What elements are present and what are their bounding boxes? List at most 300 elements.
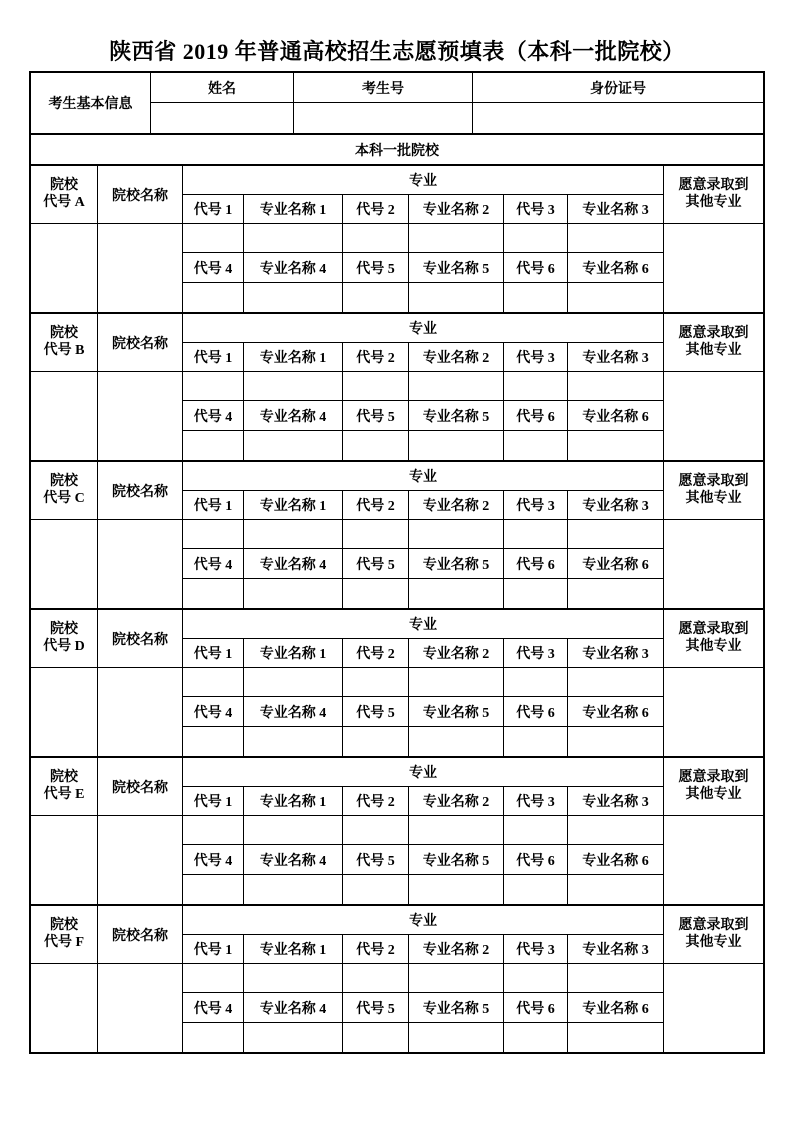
major-code-label-5-text: 代号 5 [356,1001,395,1017]
major-code-label-2-text: 代号 2 [356,499,395,514]
major-code-label-4-text: 代号 4 [193,853,233,869]
other-major-label-text: 愿意录取到 [678,621,749,637]
major-code-input-3[interactable] [504,224,567,252]
major-code-input-3[interactable] [504,816,567,844]
college-code-label-text: 院校 [50,917,78,933]
college-code-label-text: 代号 D [43,638,85,654]
major-name-input-2[interactable] [409,520,503,548]
major-name-label-6 [568,993,663,1022]
major-code-input-1[interactable] [183,224,243,252]
major-name-label-6-text: 专业名称 6 [582,705,649,721]
candidate-info-table [31,73,763,133]
major-name-input-2[interactable] [409,964,503,992]
college-code-label-text: 院校 [50,325,78,341]
college-code-label [31,610,97,667]
college-name-input[interactable] [98,224,182,312]
major-code-input-5[interactable] [343,1023,408,1052]
major-name-label-2-text: 专业名称 2 [422,499,490,514]
major-name-label-6 [568,697,663,726]
major-name-input-5[interactable] [409,1023,503,1052]
major-code-input-1[interactable] [183,816,243,844]
major-code-input-6[interactable] [504,579,567,608]
college-code-input[interactable] [31,520,97,608]
major-section-label [183,462,663,490]
college-code-input[interactable] [31,964,97,1052]
major-name-label-5-text: 专业名称 5 [422,261,490,277]
major-name-input-1[interactable] [244,668,342,696]
major-name-label-4 [244,549,342,578]
major-code-label-6-text: 代号 6 [516,261,555,277]
college-code-label-text: 代号 A [43,194,85,210]
other-major-input[interactable] [664,816,763,904]
college-name-label [98,906,182,963]
major-name-label-5-text: 专业名称 5 [422,557,490,573]
major-name-label-6 [568,549,663,578]
major-code-label-6-text: 代号 6 [516,853,555,869]
major-name-label-5 [409,993,503,1022]
other-major-label-text: 愿意录取到 [678,769,749,785]
college-name-input[interactable] [98,964,182,1052]
major-name-input-1[interactable] [244,816,342,844]
major-name-input-5[interactable] [409,283,503,312]
major-code-input-4[interactable] [183,579,243,608]
name-input-cell[interactable] [151,103,293,133]
major-code-input-6[interactable] [504,283,567,312]
major-name-label-1-text: 专业名称 1 [259,499,327,514]
college-block-d [31,608,763,756]
college-code-input[interactable] [31,224,97,312]
major-code-input-1[interactable] [183,520,243,548]
major-code-label-5-text: 代号 5 [356,261,395,277]
major-name-input-3[interactable] [568,224,663,252]
major-code-input-4[interactable] [183,1023,243,1052]
major-code-label-2-text: 代号 2 [356,351,395,366]
major-code-input-2[interactable] [343,668,408,696]
major-name-label-6 [568,253,663,282]
major-name-input-6[interactable] [568,1023,663,1052]
major-code-label-5-text: 代号 5 [356,557,395,573]
other-major-label-text: 其他专业 [685,786,742,802]
other-major-label-text: 其他专业 [685,934,742,950]
college-name-input[interactable] [98,372,182,460]
major-name-input-4[interactable] [244,431,342,460]
major-code-label-2 [343,195,408,223]
major-code-input-6[interactable] [504,875,567,904]
major-code-label-3 [504,343,567,371]
major-name-label-1 [244,491,342,519]
major-code-label-6-text: 代号 6 [516,1001,555,1017]
major-code-label-2 [343,491,408,519]
major-code-label-6 [504,993,567,1022]
candidate-number-label: 考生号 [294,73,472,102]
major-name-label-1 [244,343,342,371]
major-name-label-3 [568,935,663,963]
major-name-label-3-text: 专业名称 3 [582,943,649,958]
major-code-label-6 [504,845,567,874]
major-name-input-3[interactable] [568,668,663,696]
college-name-label-text: 院校名称 [112,336,168,352]
other-major-input[interactable] [664,964,763,1052]
major-name-label-6 [568,401,663,430]
other-major-label-text: 其他专业 [685,490,742,506]
other-major-input[interactable] [664,372,763,460]
major-name-input-2[interactable] [409,372,503,400]
major-code-input-4[interactable] [183,875,243,904]
major-name-input-6[interactable] [568,431,663,460]
major-code-label-4 [183,845,243,874]
major-code-input-3[interactable] [504,372,567,400]
major-name-input-6[interactable] [568,579,663,608]
major-code-label-6 [504,549,567,578]
major-code-label-4-text: 代号 4 [193,409,233,425]
major-code-label-4-text: 代号 4 [193,261,233,277]
major-code-label-3-text: 代号 3 [516,203,555,218]
major-code-label-2 [343,935,408,963]
college-code-label-text: 代号 E [43,786,85,802]
major-section-label-text: 专业 [409,470,437,485]
major-name-label-2 [409,195,503,223]
major-code-label-3-text: 代号 3 [516,351,555,366]
major-code-label-1-text: 代号 1 [193,943,233,958]
major-name-label-4 [244,697,342,726]
other-major-label-text: 愿意录取到 [678,177,749,193]
college-name-label [98,314,182,371]
major-name-label-1 [244,935,342,963]
major-name-label-5 [409,845,503,874]
major-code-input-2[interactable] [343,964,408,992]
major-name-input-4[interactable] [244,727,342,756]
major-name-label-3 [568,787,663,815]
major-name-label-2 [409,935,503,963]
college-name-label [98,758,182,815]
other-major-label-text: 其他专业 [685,194,742,210]
other-major-label-text: 愿意录取到 [678,473,749,489]
major-name-input-4[interactable] [244,875,342,904]
major-code-input-1[interactable] [183,964,243,992]
major-code-label-3 [504,491,567,519]
major-code-label-5 [343,845,408,874]
batch-header: 本科一批院校 [31,133,763,164]
major-code-input-1[interactable] [183,668,243,696]
major-section-label-text: 专业 [409,618,437,633]
major-code-label-2-text: 代号 2 [356,943,395,958]
major-name-label-5-text: 专业名称 5 [422,853,490,869]
major-code-label-1-text: 代号 1 [193,351,233,366]
major-code-input-5[interactable] [343,727,408,756]
college-name-label [98,610,182,667]
college-block-a [31,164,763,312]
other-major-label-text: 愿意录取到 [678,917,749,933]
major-name-label-4-text: 专业名称 4 [259,853,327,869]
major-name-input-1[interactable] [244,372,342,400]
college-name-label-text: 院校名称 [112,928,168,944]
college-code-label [31,462,97,519]
major-name-label-6-text: 专业名称 6 [582,1001,649,1017]
major-code-label-4-text: 代号 4 [193,557,233,573]
major-name-label-6-text: 专业名称 6 [582,853,649,869]
major-code-input-2[interactable] [343,224,408,252]
major-name-label-2 [409,639,503,667]
other-major-input[interactable] [664,668,763,756]
major-name-label-3-text: 专业名称 3 [582,499,649,514]
college-block-f [31,904,763,1052]
major-name-input-4[interactable] [244,1023,342,1052]
major-name-label-3-text: 专业名称 3 [582,203,649,218]
major-name-input-4[interactable] [244,579,342,608]
major-code-label-5-text: 代号 5 [356,853,395,869]
major-code-input-2[interactable] [343,520,408,548]
major-code-label-2-text: 代号 2 [356,203,395,218]
major-name-input-6[interactable] [568,875,663,904]
major-code-label-4 [183,993,243,1022]
other-major-input[interactable] [664,224,763,312]
major-name-input-5[interactable] [409,431,503,460]
major-name-label-1-text: 专业名称 1 [259,351,327,366]
major-code-label-2-text: 代号 2 [356,795,395,810]
major-name-label-2-text: 专业名称 2 [422,647,490,662]
major-code-input-5[interactable] [343,431,408,460]
major-code-input-2[interactable] [343,372,408,400]
major-code-label-1 [183,787,243,815]
major-code-input-6[interactable] [504,431,567,460]
major-name-input-5[interactable] [409,727,503,756]
name-label: 姓名 [151,73,293,102]
major-code-label-1 [183,491,243,519]
major-name-input-2[interactable] [409,816,503,844]
major-name-label-4 [244,401,342,430]
major-code-label-6 [504,697,567,726]
other-major-label-text: 其他专业 [685,342,742,358]
major-code-label-1-text: 代号 1 [193,647,233,662]
major-name-label-1-text: 专业名称 1 [259,647,327,662]
major-name-label-6 [568,845,663,874]
major-code-input-3[interactable] [504,964,567,992]
id-number-input-cell[interactable] [473,103,763,133]
college-name-label-text: 院校名称 [112,632,168,648]
major-name-input-6[interactable] [568,727,663,756]
college-code-label-text: 院校 [50,621,78,637]
major-code-input-5[interactable] [343,875,408,904]
college-name-label [98,166,182,223]
major-code-label-4 [183,401,243,430]
major-name-label-4-text: 专业名称 4 [259,557,327,573]
major-code-label-3 [504,935,567,963]
candidate-number-input-cell[interactable] [294,103,472,133]
college-code-label-text: 院校 [50,473,78,489]
major-name-label-2 [409,787,503,815]
major-name-label-5-text: 专业名称 5 [422,1001,490,1017]
major-name-label-5-text: 专业名称 5 [422,409,490,425]
major-name-label-3-text: 专业名称 3 [582,795,649,810]
major-name-input-2[interactable] [409,224,503,252]
major-name-input-1[interactable] [244,520,342,548]
major-code-label-5 [343,697,408,726]
major-name-input-2[interactable] [409,668,503,696]
major-code-label-1 [183,639,243,667]
college-name-input[interactable] [98,520,182,608]
major-code-label-2 [343,639,408,667]
other-major-label [664,758,763,815]
major-name-label-3 [568,639,663,667]
major-code-label-3-text: 代号 3 [516,499,555,514]
major-code-label-4 [183,549,243,578]
major-code-label-5 [343,549,408,578]
major-code-label-5-text: 代号 5 [356,409,395,425]
major-code-label-5 [343,993,408,1022]
major-name-label-1-text: 专业名称 1 [259,203,327,218]
major-code-input-5[interactable] [343,579,408,608]
major-name-label-6-text: 专业名称 6 [582,557,649,573]
major-name-input-6[interactable] [568,283,663,312]
candidate-info-label: 考生基本信息 [31,73,150,133]
major-code-label-6-text: 代号 6 [516,409,555,425]
college-code-label-text: 院校 [50,769,78,785]
other-major-label [664,462,763,519]
other-major-label [664,166,763,223]
college-block-b [31,312,763,460]
major-code-label-1 [183,195,243,223]
major-code-input-6[interactable] [504,1023,567,1052]
major-code-input-2[interactable] [343,816,408,844]
other-major-label [664,314,763,371]
major-name-label-3 [568,491,663,519]
major-code-label-2 [343,787,408,815]
major-code-label-3-text: 代号 3 [516,795,555,810]
college-code-label-text: 院校 [50,177,78,193]
major-name-label-5-text: 专业名称 5 [422,705,490,721]
college-code-input[interactable] [31,372,97,460]
major-name-label-2 [409,343,503,371]
major-section-label [183,906,663,934]
major-code-input-4[interactable] [183,431,243,460]
major-code-label-6-text: 代号 6 [516,557,555,573]
major-name-label-6-text: 专业名称 6 [582,409,649,425]
major-code-label-2-text: 代号 2 [356,647,395,662]
major-code-label-1-text: 代号 1 [193,795,233,810]
college-name-input[interactable] [98,668,182,756]
major-name-label-1 [244,195,342,223]
major-name-label-4-text: 专业名称 4 [259,705,327,721]
major-code-label-1 [183,343,243,371]
major-code-input-6[interactable] [504,727,567,756]
major-section-label-text: 专业 [409,914,437,929]
college-code-label-text: 代号 F [43,934,85,950]
major-name-label-4-text: 专业名称 4 [259,409,327,425]
major-name-label-3 [568,195,663,223]
major-name-label-2-text: 专业名称 2 [422,351,490,366]
major-name-label-2-text: 专业名称 2 [422,203,490,218]
major-code-label-4-text: 代号 4 [193,705,233,721]
major-code-label-5-text: 代号 5 [356,705,395,721]
major-code-label-3 [504,787,567,815]
major-name-label-4 [244,993,342,1022]
form-table [29,71,765,1054]
major-code-input-5[interactable] [343,283,408,312]
major-name-label-4 [244,845,342,874]
major-code-label-6 [504,253,567,282]
major-code-label-5 [343,401,408,430]
college-name-label-text: 院校名称 [112,780,168,796]
major-name-label-4 [244,253,342,282]
college-name-input[interactable] [98,816,182,904]
major-name-label-6-text: 专业名称 6 [582,261,649,277]
college-code-label-text: 代号 C [43,490,85,506]
major-name-label-1 [244,787,342,815]
major-code-label-3-text: 代号 3 [516,943,555,958]
college-code-label [31,314,97,371]
major-name-input-3[interactable] [568,372,663,400]
major-name-label-4-text: 专业名称 4 [259,261,327,277]
major-code-input-4[interactable] [183,283,243,312]
major-name-input-1[interactable] [244,964,342,992]
major-name-label-5 [409,253,503,282]
id-number-label: 身份证号 [473,73,763,102]
major-name-label-3-text: 专业名称 3 [582,647,649,662]
major-name-label-5 [409,697,503,726]
major-name-label-2-text: 专业名称 2 [422,795,490,810]
college-name-label [98,462,182,519]
major-name-input-5[interactable] [409,579,503,608]
major-code-label-4 [183,253,243,282]
major-code-label-1-text: 代号 1 [193,499,233,514]
major-code-label-5 [343,253,408,282]
major-name-label-3-text: 专业名称 3 [582,351,649,366]
major-section-label [183,166,663,194]
major-section-label [183,758,663,786]
other-major-label [664,610,763,667]
major-name-input-3[interactable] [568,816,663,844]
major-name-input-3[interactable] [568,964,663,992]
other-major-input[interactable] [664,520,763,608]
major-code-input-3[interactable] [504,668,567,696]
other-major-label-text: 其他专业 [685,638,742,654]
major-code-label-3 [504,195,567,223]
college-code-label [31,906,97,963]
major-name-input-4[interactable] [244,283,342,312]
college-blocks [31,164,763,1052]
major-name-label-1-text: 专业名称 1 [259,795,327,810]
major-section-label-text: 专业 [409,766,437,781]
major-name-input-3[interactable] [568,520,663,548]
major-name-input-5[interactable] [409,875,503,904]
major-code-label-6-text: 代号 6 [516,705,555,721]
major-code-input-1[interactable] [183,372,243,400]
major-name-input-1[interactable] [244,224,342,252]
major-section-label-text: 专业 [409,174,437,189]
college-code-label [31,166,97,223]
major-code-label-4-text: 代号 4 [193,1001,233,1017]
major-code-input-3[interactable] [504,520,567,548]
other-major-label [664,906,763,963]
college-code-input[interactable] [31,668,97,756]
major-section-label-text: 专业 [409,322,437,337]
major-code-label-2 [343,343,408,371]
major-section-label [183,314,663,342]
major-name-label-4-text: 专业名称 4 [259,1001,327,1017]
major-code-label-4 [183,697,243,726]
college-name-label-text: 院校名称 [112,188,168,204]
major-name-label-2-text: 专业名称 2 [422,943,490,958]
major-name-label-3 [568,343,663,371]
major-name-label-1 [244,639,342,667]
college-code-input[interactable] [31,816,97,904]
major-code-label-1 [183,935,243,963]
college-block-e [31,756,763,904]
major-code-input-4[interactable] [183,727,243,756]
major-section-label [183,610,663,638]
college-block-c [31,460,763,608]
major-code-label-1-text: 代号 1 [193,203,233,218]
